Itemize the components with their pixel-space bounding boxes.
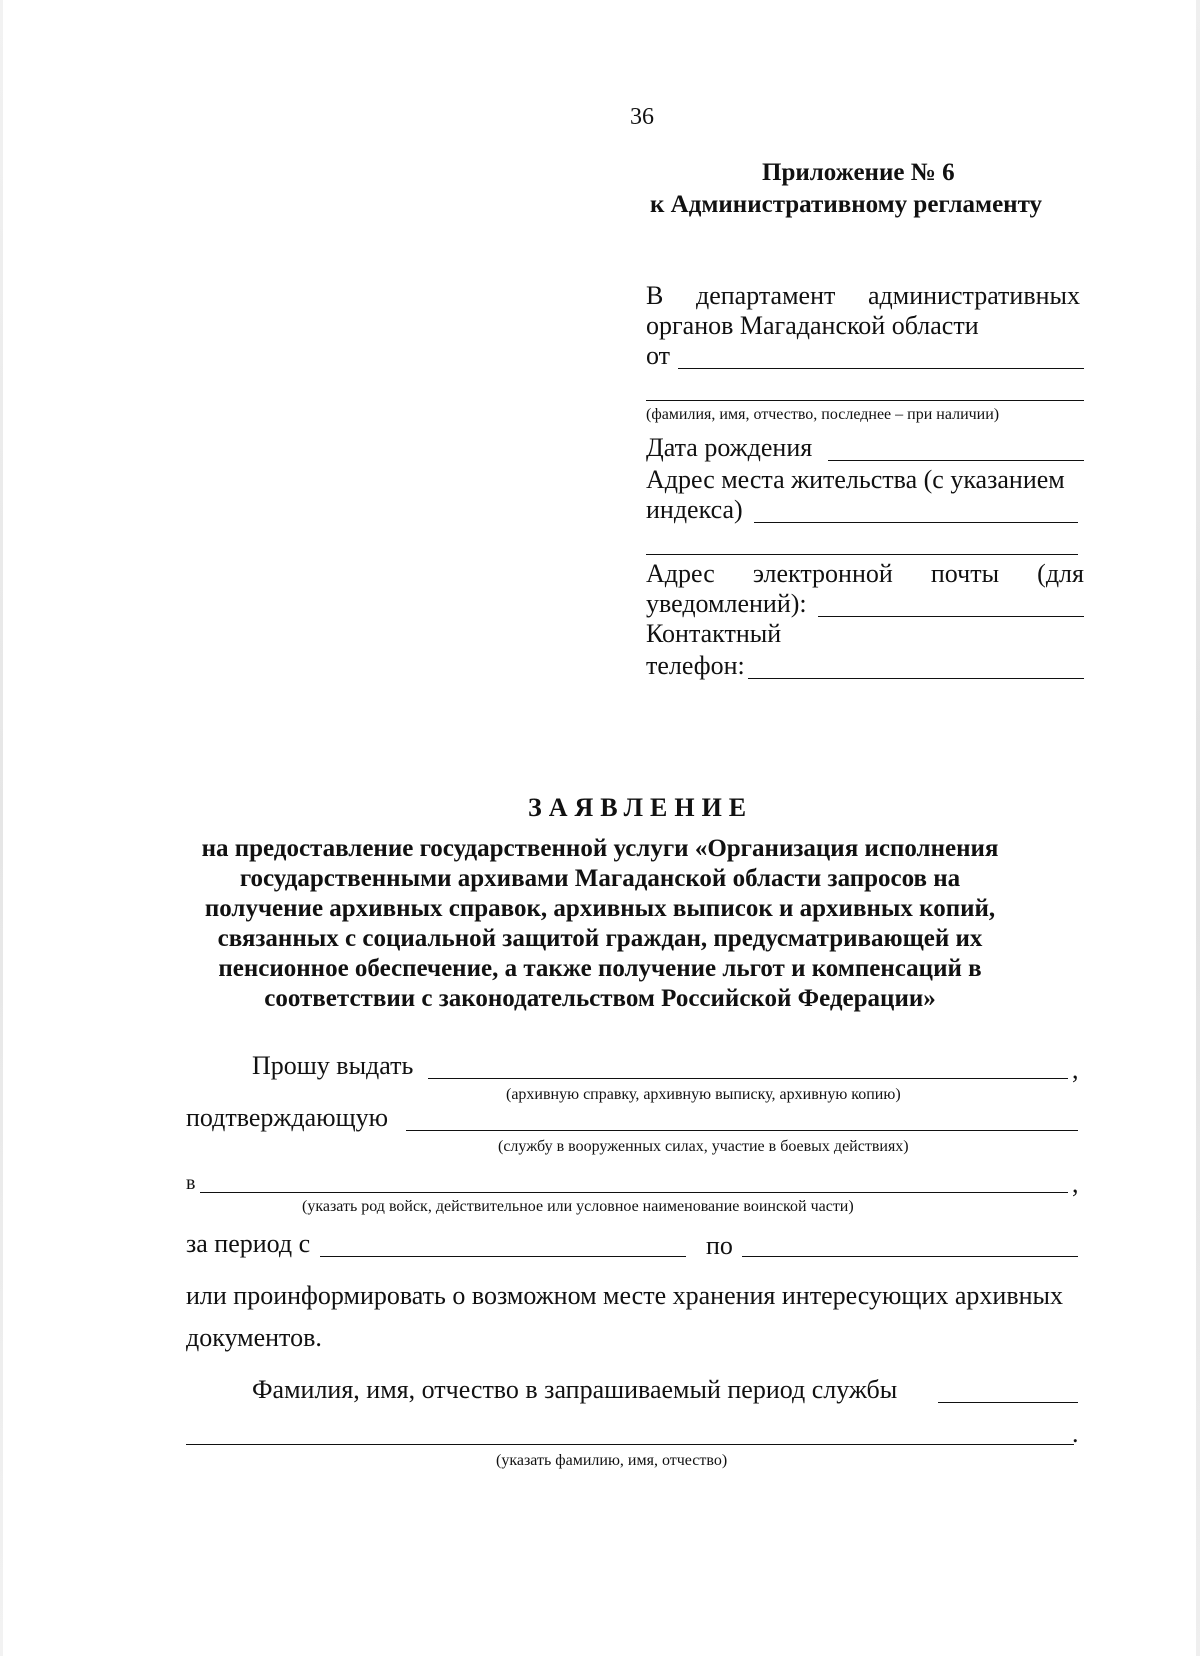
confirm-label: подтверждающую <box>186 1103 389 1132</box>
unit-label: в <box>186 1172 196 1194</box>
email-label-line-1: Адрес электронной почты (для <box>646 559 1084 588</box>
request-comma: , <box>1072 1055 1079 1084</box>
unit-field-line[interactable] <box>200 1192 1068 1193</box>
service-fio-field-line-1[interactable] <box>938 1402 1078 1403</box>
statement-subtitle-line-6: соответствии с законодательством Российской Федерации» <box>264 985 936 1012</box>
statement-subtitle-line-4: связанных с социальной защитой граждан, предусматривающей их <box>217 925 983 952</box>
service-fio-field-line-2[interactable] <box>186 1444 1074 1445</box>
address-field-line-1[interactable] <box>754 522 1078 523</box>
scan-edge-right <box>1196 0 1200 1656</box>
from-field-line[interactable] <box>678 368 1084 369</box>
request-label: Прошу выдать <box>252 1051 414 1080</box>
confirm-hint: (службу в вооруженных силах, участие в боевых действиях) <box>498 1138 909 1155</box>
inform-text-line-2: документов. <box>186 1323 322 1352</box>
statement-subtitle-line-3: получение архивных справок, архивных выписок и архивных копий, <box>204 895 996 922</box>
statement-subtitle-line-5: пенсионное обеспечение, а также получение льгот и компенсаций в <box>218 955 982 982</box>
period-to-label: по <box>706 1231 733 1260</box>
period-from-field-line[interactable] <box>320 1256 686 1257</box>
period-from-label: за период с <box>186 1229 311 1258</box>
address-label-line-2: индекса) <box>646 495 743 524</box>
email-field-line[interactable] <box>818 616 1084 617</box>
statement-subtitle-line-2: государственными архивами Магаданской области запросов на <box>239 865 961 892</box>
service-fio-label: Фамилия, имя, отчество в запрашиваемый период службы <box>252 1375 898 1404</box>
addressee-line-2: органов Магаданской области <box>646 311 979 340</box>
birth-date-field-line[interactable] <box>828 460 1084 461</box>
fio-hint: (фамилия, имя, отчество, последнее – при наличии) <box>646 406 1000 423</box>
scan-edge-left <box>0 0 3 1656</box>
birth-date-label: Дата рождения <box>646 433 813 462</box>
inform-text-line-1: или проинформировать о возможном месте хранения интересующих архивных <box>186 1281 1063 1310</box>
unit-hint: (указать род войск, действительное или условное наименование воинской части) <box>302 1198 854 1215</box>
request-field-line[interactable] <box>428 1078 1068 1079</box>
address-label-line-1: Адрес места жительства (с указанием <box>646 465 1065 494</box>
appendix-subtitle: к Административному регламенту <box>650 191 1043 218</box>
statement-title: ЗАЯВЛЕНИЕ <box>528 793 754 822</box>
page-number: 36 <box>630 104 654 130</box>
from-label: от <box>646 341 671 370</box>
statement-subtitle-line-1: на предоставление государственной услуги «Организация исполнения <box>201 835 999 862</box>
addressee-line-1: В департамент административных <box>646 281 1080 310</box>
appendix-title: Приложение № 6 <box>762 159 955 186</box>
confirm-field-line[interactable] <box>406 1130 1078 1131</box>
fio-field-line[interactable] <box>646 400 1084 401</box>
phone-field-line[interactable] <box>748 678 1084 679</box>
email-label-line-2: уведомлений): <box>646 589 807 618</box>
address-field-line-2[interactable] <box>646 554 1078 555</box>
service-fio-hint: (указать фамилию, имя, отчество) <box>496 1452 728 1469</box>
period-to-field-line[interactable] <box>742 1256 1078 1257</box>
phone-label-line-1: Контактный <box>646 619 782 648</box>
request-hint: (архивную справку, архивную выписку, архивную копию) <box>506 1086 901 1103</box>
phone-label-line-2: телефон: <box>646 651 745 680</box>
service-fio-period-mark: . <box>1072 1419 1079 1448</box>
unit-comma: , <box>1072 1169 1079 1198</box>
